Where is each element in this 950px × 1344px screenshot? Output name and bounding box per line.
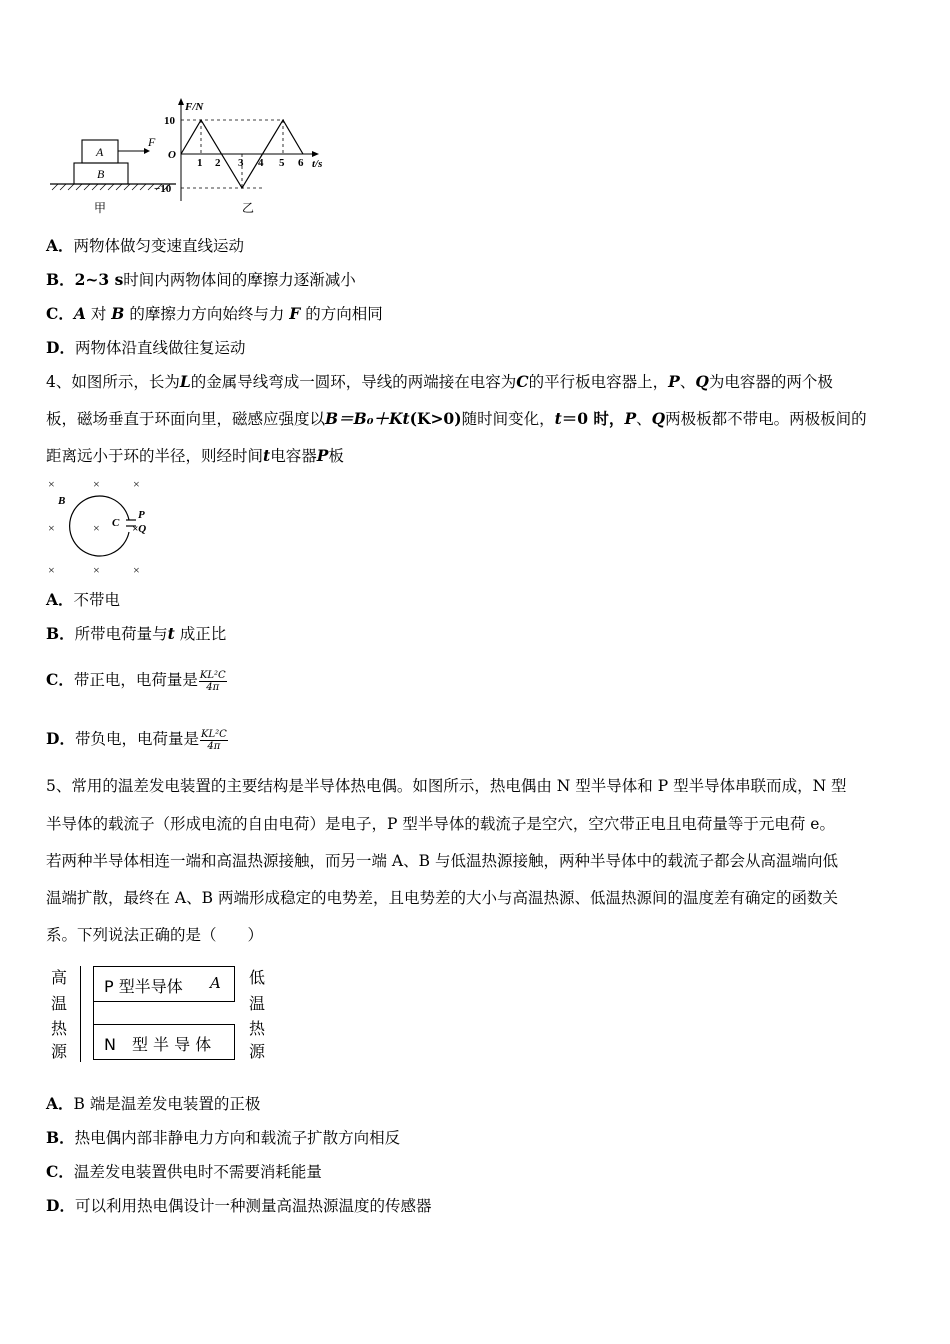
field-cross: × (48, 563, 55, 577)
q3-option-a: A．两物体做匀变速直线运动 (46, 236, 245, 255)
x-tick-2: 2 (215, 157, 221, 169)
q4-stem-line-2: 板，磁场垂直于环面向里，磁感应强度以B＝B₀＋Kt(K>0)随时间变化，t＝0 时，P、Q两极板都不带电。两极板间的 (46, 409, 867, 428)
q5-stem-line-3: 若两种半导体相连一端和高温热源接触，而另一端 A、B 与低温热源接触，两种半导体中的载流子都会从高温端向低 (46, 852, 838, 870)
p-type-semiconductor: P 型半导体 A (93, 966, 235, 1002)
q4-option-b: B．所带电荷量与t 成正比 (46, 624, 227, 643)
x-tick-6: 6 (298, 157, 304, 169)
cold-source-char: 低 (248, 968, 265, 987)
plate-p-label: P (138, 509, 145, 521)
field-cross: × (93, 477, 100, 491)
origin-label: O (168, 149, 176, 161)
field-cross: × (93, 521, 100, 535)
force-time-figure (44, 96, 344, 222)
cold-source-char: 温 (248, 994, 265, 1013)
y-tick-10: 10 (164, 115, 175, 127)
plate-q-label: ×Q (132, 523, 147, 535)
x-tick-5: 5 (279, 157, 285, 169)
q5-option-a: A．B 端是温差发电装置的正极 (46, 1094, 261, 1113)
hot-source-char: 温 (50, 994, 67, 1013)
hot-source-char: 热 (50, 1019, 67, 1038)
hot-source-char: 高 (50, 968, 67, 987)
charge-fraction: $\frac{\text{KL²C}}{4\pi}$ (200, 728, 227, 752)
cold-source-char: 源 (248, 1042, 265, 1061)
q5-option-c: C．温差发电装置供电时不需要消耗能量 (46, 1162, 322, 1181)
q4-stem-line-1: 4、如图所示，长为L的金属导线弯成一圆环，导线的两端接在电容为C的平行板电容器上，P、Q为电容器的两个极 (46, 372, 833, 391)
capacitor-label: C (112, 517, 120, 529)
x-tick-3: 3 (238, 157, 244, 169)
block-b-label: B (97, 167, 105, 181)
q3-option-c: C．A 对 B 的摩擦力方向始终与力 F 的方向相同 (46, 304, 383, 323)
caption-jia: 甲 (94, 201, 107, 215)
y-axis-label: F/N (185, 101, 204, 113)
q4-stem-line-3: 距离远小于环的半径，则经时间t电容器P板 (46, 446, 344, 465)
q3-option-d: D．两物体沿直线做往复运动 (46, 338, 246, 357)
q5-option-b: B．热电偶内部非静电力方向和载流子扩散方向相反 (46, 1128, 401, 1147)
field-cross: × (48, 477, 55, 491)
q4-option-d: D．带负电，电荷量是 $\frac{\text{KL²C}}{4\pi}$ (46, 728, 227, 752)
field-cross: × (133, 477, 140, 491)
x-tick-1: 1 (197, 157, 203, 169)
hot-junction-line (80, 966, 81, 1062)
force-label: F (148, 135, 156, 149)
q4-option-a: A．不带电 (46, 590, 121, 609)
field-label: B (58, 495, 66, 507)
field-cross: × (48, 521, 55, 535)
cold-source-char: 热 (248, 1019, 265, 1038)
blocks-diagram (50, 135, 176, 215)
ring-capacitor-figure (44, 476, 164, 578)
q5-stem-line-2: 半导体的载流子（形成电流的自由电荷）是电子，P 型半导体的载流子是空穴，空穴带正电且电荷量等于元电荷 e。 (46, 815, 835, 833)
n-type-semiconductor: N 型 半 导 体 (93, 1024, 235, 1060)
charge-fraction: $\frac{\text{KL²C}}{4\pi}$ (199, 669, 226, 693)
q3-option-b: B．2~3 s时间内两物体间的摩擦力逐渐减小 (46, 270, 356, 289)
q5-stem-line-4: 温端扩散，最终在 A、B 两端形成稳定的电势差，且电势差的大小与高温热源、低温热源间的温度差有确定的函数关 (46, 889, 838, 907)
thermocouple-figure (46, 962, 276, 1066)
x-tick-4: 4 (258, 157, 264, 169)
hot-source-char: 源 (50, 1042, 67, 1061)
field-cross: × (93, 563, 100, 577)
q5-option-d: D．可以利用热电偶设计一种测量高温热源温度的传感器 (46, 1196, 432, 1215)
q5-stem-line-5: 系。下列说法正确的是（ ） (46, 926, 264, 944)
x-axis-label: t/s (312, 158, 323, 170)
terminal-a-label: A (210, 974, 221, 992)
field-cross: × (133, 563, 140, 577)
f-t-graph (154, 98, 322, 215)
q4-option-c: C．带正电，电荷量是 $\frac{\text{KL²C}}{4\pi}$ (46, 669, 226, 693)
y-tick-minus10: −10 (154, 183, 172, 195)
q5-stem-line-1: 5、常用的温差发电装置的主要结构是半导体热电偶。如图所示，热电偶由 N 型半导体和 P 型半导体串联而成，N 型 (46, 777, 847, 795)
caption-yi: 乙 (242, 201, 255, 215)
block-a-label: A (96, 145, 104, 159)
